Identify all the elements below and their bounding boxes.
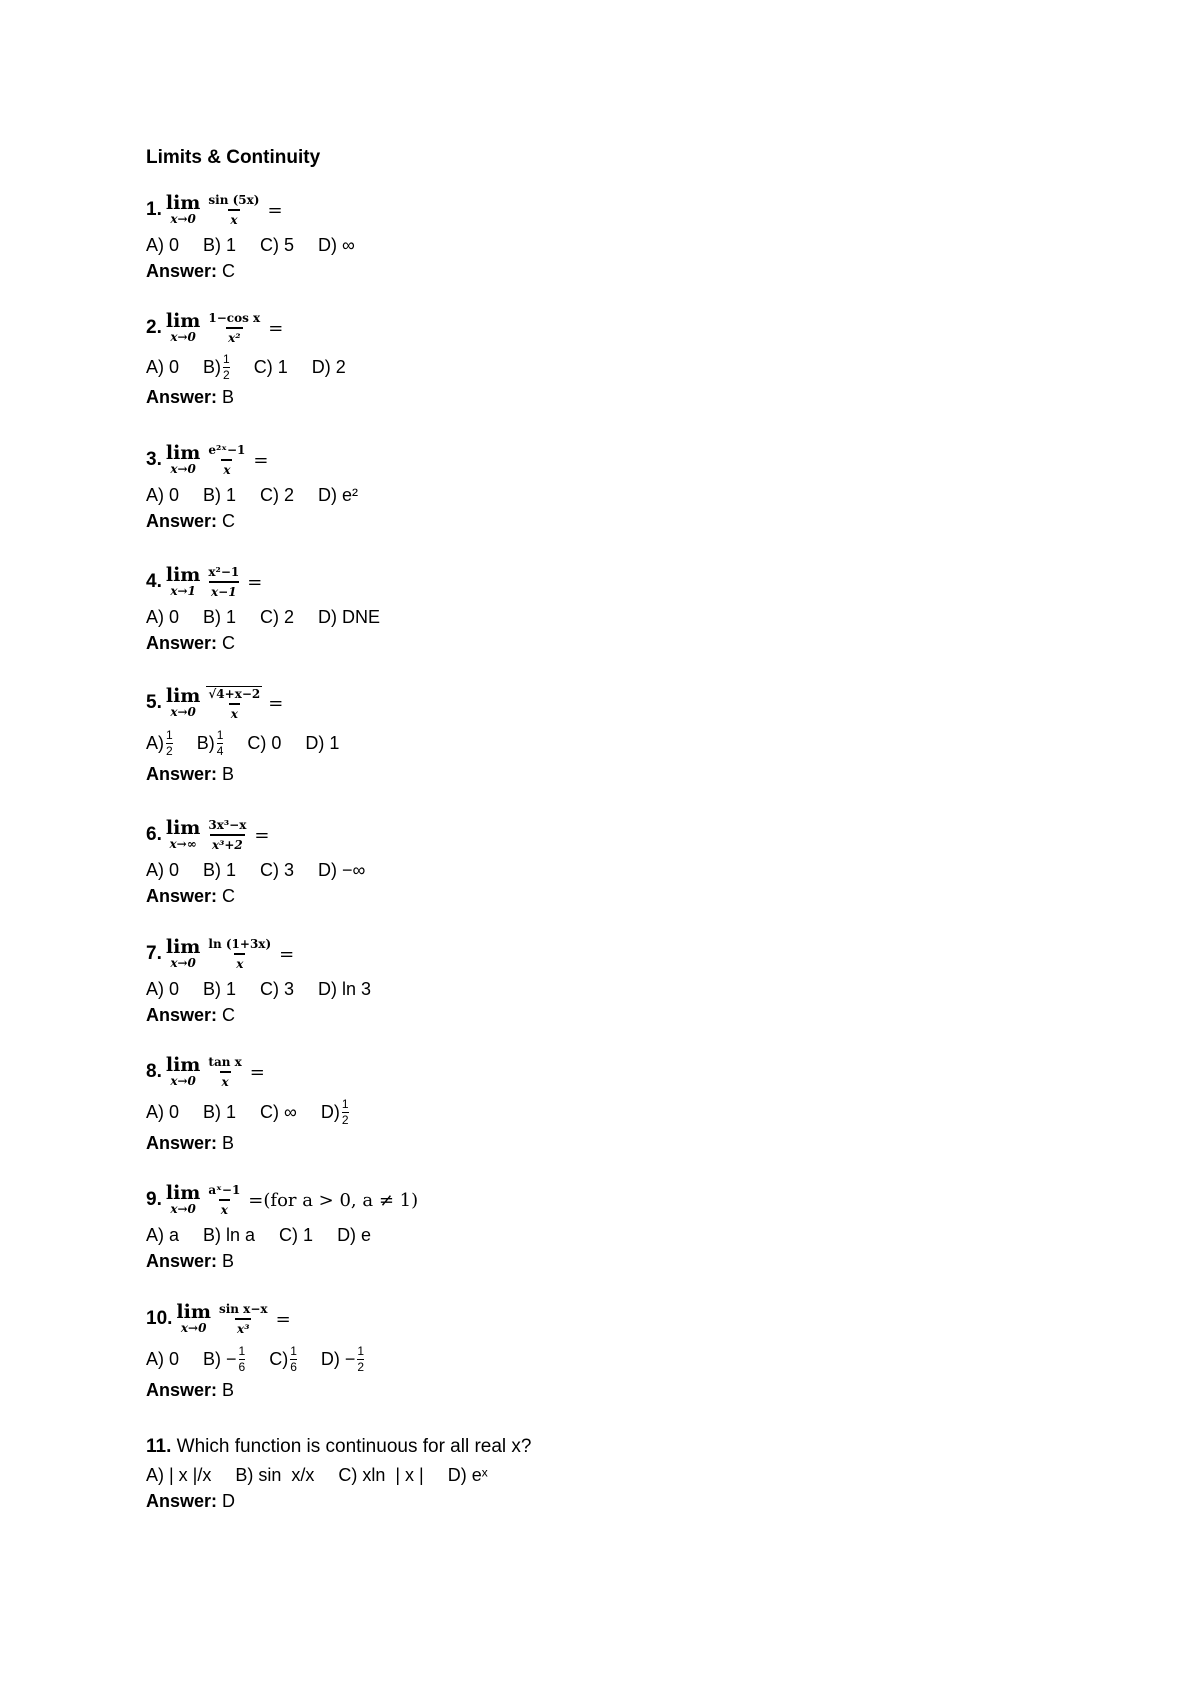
option-d: D) − $\frac{1}{2}$ xyxy=(320,1343,365,1374)
option-d: D) e xyxy=(337,1225,372,1245)
answer-options xyxy=(146,350,1046,384)
equals-sign: = xyxy=(268,317,284,339)
limit-fraction: $\frac{\text{e²ˣ−1}}{x}$ xyxy=(208,443,246,477)
option-c: C) 2 xyxy=(260,485,295,505)
question-number: 3. xyxy=(146,449,162,470)
option-c: C) xln | x | xyxy=(338,1465,424,1485)
answer-options xyxy=(146,482,1046,508)
limit-operator: lim x→0 xyxy=(165,1054,201,1088)
question-11 xyxy=(146,1432,1046,1514)
equals-sign: = xyxy=(279,943,295,965)
answer-line: Answer: B xyxy=(146,1380,235,1400)
limit-operator: lim x→0 xyxy=(165,442,201,476)
question-9 xyxy=(146,1178,1046,1274)
option-c: C) 5 xyxy=(260,235,295,255)
option-fraction: 1 2 xyxy=(223,351,230,382)
option-a: A) 0 xyxy=(146,1102,180,1122)
limit-fraction: $\frac{\text{x²−1}}{x-1}$ xyxy=(208,565,240,599)
limit-operator: lim x→0 xyxy=(165,936,201,970)
limit-fraction: $\frac{√4+x-2}{x}$ xyxy=(208,686,261,721)
question-number: 4. xyxy=(146,571,162,592)
answer-options xyxy=(146,1462,1046,1488)
option-fraction: 1 4 xyxy=(216,727,224,758)
option-fraction: 1 2 xyxy=(166,727,173,758)
limit-operator: lim x→0 xyxy=(165,310,201,344)
option-b: B) 1 xyxy=(203,607,237,627)
option-a: A) 0 xyxy=(146,607,180,627)
question-4 xyxy=(146,560,1046,656)
question-text: 11. Which function is continuous for all real x? xyxy=(146,1436,532,1457)
answer-options xyxy=(146,604,1046,630)
answer-line: Answer: C xyxy=(146,886,236,906)
option-c: C) 3 xyxy=(260,979,295,999)
question-number: 9. xyxy=(146,1189,162,1210)
limit-fraction: $\frac{\text{aˣ−1}}{x}$ xyxy=(208,1183,241,1217)
option-a: A) 0 xyxy=(146,485,180,505)
equals-sign: = xyxy=(267,199,283,221)
limit-fraction: $\frac{\sin (5x)}{x}$ xyxy=(208,193,260,227)
limit-operator: lim x→0 xyxy=(165,192,201,226)
answer-line: Answer: B xyxy=(146,764,235,784)
limit-fraction: $\frac{\text{sin x−x}}{\text{x³}}$ xyxy=(218,1302,268,1336)
question-number: 5. xyxy=(146,692,162,713)
page-title: Limits & Continuity xyxy=(146,147,321,168)
option-c: C) 1 6 xyxy=(269,1343,297,1374)
question-number: 6. xyxy=(146,824,162,845)
option-c: C) 3 xyxy=(260,860,295,880)
limit-fraction: $\frac{\text{1−cos x}}{\text{x²}}$ xyxy=(208,311,261,345)
limit-fraction: $\frac{\text{tan x}}{x}$ xyxy=(208,1055,242,1089)
answer-line: Answer: B xyxy=(146,387,235,407)
question-7 xyxy=(146,932,1046,1028)
equals-sign: = xyxy=(275,1308,291,1330)
question-3 xyxy=(146,438,1046,534)
option-fraction: $\frac{1}{2}$ xyxy=(357,1343,365,1374)
option-a: A) 0 xyxy=(146,357,180,377)
option-b: B) sin x/x xyxy=(235,1465,315,1485)
option-a: A) 0 xyxy=(146,979,180,999)
option-d: D) 1 xyxy=(305,733,340,753)
option-a: A) 0 xyxy=(146,860,180,880)
option-d: D) e² xyxy=(318,485,359,505)
limit-fraction: $\frac{\text{3x³−x}}{\text{x³+2}}$ xyxy=(208,818,247,852)
answer-line: Answer: B xyxy=(146,1251,235,1271)
option-b: B) 1 4 xyxy=(196,727,224,758)
answer-options xyxy=(146,1094,1046,1130)
option-fraction: 1 6 xyxy=(290,1343,297,1374)
limit-operator: lim x→∞ xyxy=(165,817,201,851)
option-a: A) 0 xyxy=(146,235,180,255)
question-number: 1. xyxy=(146,199,162,220)
option-a: A) 0 xyxy=(146,1349,180,1369)
question-5 xyxy=(146,681,1046,787)
equals-sign: = xyxy=(249,1061,265,1083)
option-b: B) 1 xyxy=(203,979,237,999)
answer-line: Answer: B xyxy=(146,1133,235,1153)
answer-line: Answer: D xyxy=(146,1491,236,1511)
answer-line: Answer: C xyxy=(146,633,236,653)
option-c: C) 0 xyxy=(247,733,282,753)
option-a: A) a xyxy=(146,1225,180,1245)
answer-options xyxy=(146,857,1046,883)
option-d: D) 1 2 xyxy=(320,1096,349,1127)
option-c: C) 1 xyxy=(279,1225,314,1245)
option-a: A) 1 2 xyxy=(146,727,173,758)
question-10 xyxy=(146,1297,1046,1403)
answer-options xyxy=(146,725,1046,761)
option-b: B) 1 xyxy=(203,860,237,880)
limit-operator: lim x→0 xyxy=(176,1301,211,1335)
question-number: 7. xyxy=(146,943,162,964)
equals-sign: = xyxy=(247,571,263,593)
option-d: D) 2 xyxy=(311,357,346,377)
option-c: C) 2 xyxy=(260,607,295,627)
question-8 xyxy=(146,1050,1046,1156)
answer-line: Answer: C xyxy=(146,1005,236,1025)
option-fraction: 1 2 xyxy=(341,1096,349,1127)
equals-condition: =(for a > 0, a ≠ 1) xyxy=(248,1189,419,1211)
answer-line: Answer: C xyxy=(146,511,236,531)
limit-operator: lim x→0 xyxy=(165,1182,201,1216)
option-d: D) ln 3 xyxy=(318,979,372,999)
answer-options xyxy=(146,1341,1046,1377)
question-1 xyxy=(146,188,1046,284)
answer-options xyxy=(146,976,1046,1002)
equals-sign: = xyxy=(254,824,270,846)
option-d: D) ∞ xyxy=(318,235,355,255)
option-b: B) 1 xyxy=(203,235,237,255)
question-number: 8. xyxy=(146,1061,162,1082)
option-c: C) 1 xyxy=(253,357,288,377)
question-number: 2. xyxy=(146,317,162,338)
option-b: B) 1 2 xyxy=(203,351,230,382)
limit-fraction: $\frac{\ln (1+3x)}{x}$ xyxy=(208,937,272,971)
limit-operator: lim x→1 xyxy=(165,564,201,598)
answer-options xyxy=(146,1222,1046,1248)
question-number: 10. xyxy=(146,1308,173,1329)
option-b: B) 1 xyxy=(203,485,237,505)
option-c: C) ∞ xyxy=(260,1102,297,1122)
answer-line: Answer: C xyxy=(146,261,236,281)
equals-sign: = xyxy=(268,692,284,714)
option-b: B) 1 xyxy=(203,1102,237,1122)
answer-options xyxy=(146,232,1046,258)
option-b: B) − $\frac{1}{6}$ xyxy=(203,1343,246,1374)
equals-sign: = xyxy=(253,449,269,471)
question-2 xyxy=(146,306,1046,410)
option-fraction: $\frac{1}{6}$ xyxy=(238,1343,246,1374)
question-6 xyxy=(146,813,1046,909)
option-b: B) ln a xyxy=(203,1225,256,1245)
option-a: A) | x |/x xyxy=(146,1465,212,1485)
option-d: D) DNE xyxy=(318,607,381,627)
option-d: D) eˣ xyxy=(447,1465,488,1485)
limit-operator: lim x→0 xyxy=(165,685,201,719)
option-d: D) −∞ xyxy=(318,860,366,880)
